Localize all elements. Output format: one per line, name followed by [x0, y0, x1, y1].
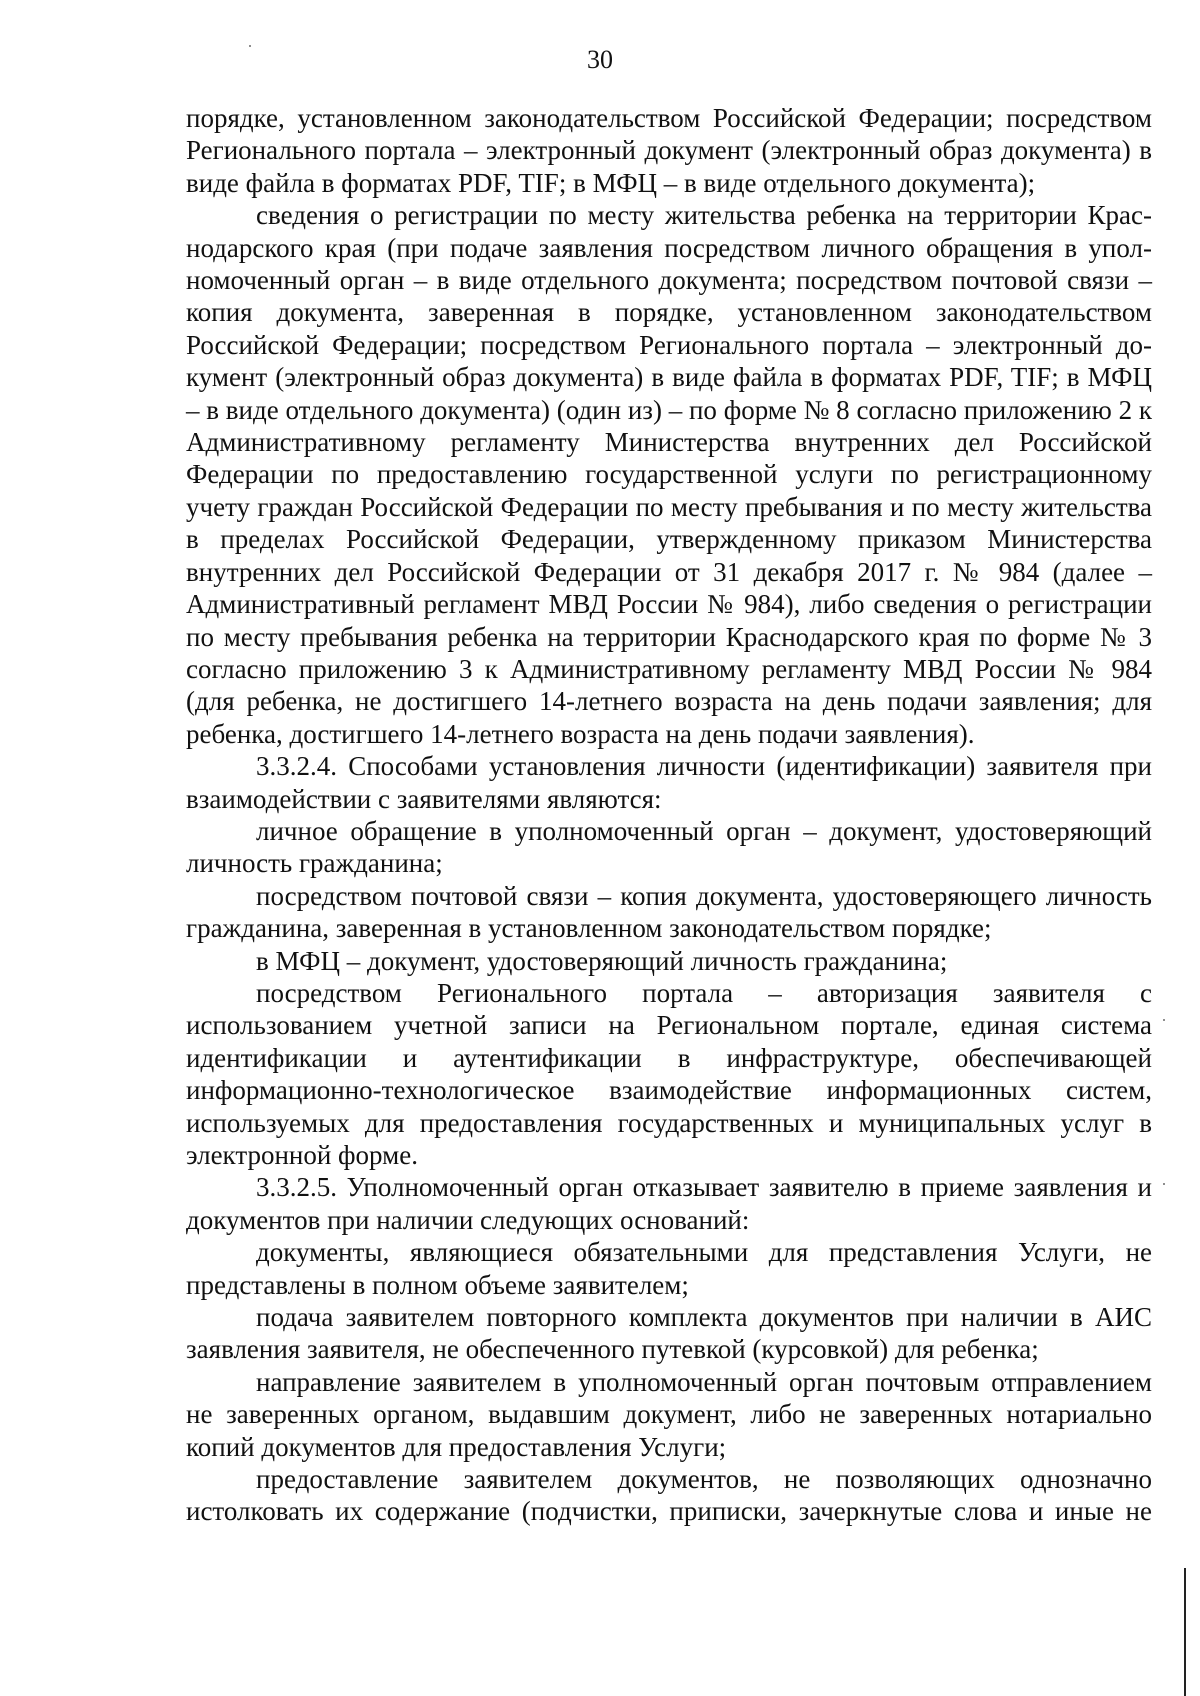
paragraph-ambiguous-documents: предоставление заявителем документов, не позволяющих однозначно истолковать их содержание (подчистки, приписки, зачеркнутые слова и иные не: [186, 1464, 1152, 1527]
scan-edge-mark: [1184, 1568, 1186, 1696]
paragraph-personal-appeal: личное обращение в уполномоченный орган – документ, удостоверяющий личность гражданина;: [186, 815, 1152, 879]
paragraph-uncertified-copies: направление заявителем в уполномоченный орган почтовым отправлением не заверенных органом, выдавшим документ, либо не заверенных нотариально копий документов для предоставления Услуги;: [186, 1366, 1152, 1462]
scan-speck: [1163, 1019, 1165, 1021]
scan-speck: [249, 45, 251, 47]
paragraph-registration-info: сведения о регистрации по месту жительства ребенка на территории Краснодарского края (при подаче заявления посредством личного обращения в уполномоченный орган – в виде отдельного документа; посредством почтовой связи – копия документа, заверенная в порядке, установленном законодательством Российской Федерации; посредством Регионального портала – электронный документ (электронный образ документа) в виде файла в форматах PDF, TIF; в МФЦ – в виде отдельного документа) (один из) – по форме № 8 согласно приложению 2 к Административному регламенту Министерства внутренних дел Российской Федерации по предоставлению государственной услуги по регистрационному учету граждан Российской Федерации по месту пребывания и по месту жительства в пределах Российской Федерации, утвержденному приказом Министерства внутренних дел Российской Федерации от 31 декабря 2017 г. № 984 (далее – Административный регламент МВД России № 984), либо сведения о регистрации по месту пребывания ребенка на территории Краснодарского края по форме № 3 согласно приложению 3 к Административному регламенту МВД России № 984 (для ребенка, не достигшего 14-летнего возраста на день подачи заявления; для ребенка, достигшего 14-летнего возраста на день подачи заявления).: [186, 200, 1152, 749]
paragraph-3-3-2-5: 3.3.2.5. Уполномоченный орган отказывает заявителю в приеме заявления и документов при наличии следующих оснований:: [186, 1172, 1152, 1235]
scan-speck: [1163, 1183, 1165, 1185]
document-body: [186, 102, 1152, 1528]
paragraph-continuation: порядке, установленном законодательством Российской Федерации; посредством Регионального портала – электронный документ (электронный образ документа) в виде файла в форматах PDF, TIF; в МФЦ – в виде отдельного документа);: [186, 103, 1152, 198]
paragraph-incomplete-documents: документы, являющиеся обязательными для представления Услуги, не представлены в полном объеме заявителем;: [186, 1237, 1152, 1300]
paragraph-3-3-2-4: 3.3.2.4. Способами установления личности (идентификации) заявителя при взаимодействии с заявителями являются:: [186, 751, 1152, 814]
paragraph-mfc: в МФЦ – документ, удостоверяющий личность гражданина;: [256, 945, 948, 976]
paragraph-repeated-set: подача заявителем повторного комплекта документов при наличии в АИС заявления заявителя, не обеспеченного путевкой (курсовкой) для ребенка;: [186, 1302, 1152, 1365]
paragraph-postal: посредством почтовой связи – копия документа, удостоверяющего личность гражданина, заверенная в установленном законодательством порядке;: [186, 880, 1152, 944]
page-number: 30: [587, 45, 613, 74]
paragraph-regional-portal: посредством Регионального портала – авторизация заявителя с использованием учетной записи на Региональном портале, единая система идентификации и аутентификации в инфраструктуре, обеспечивающей информационно-технологическое взаимодействие информационных систем, используемых для предоставления государственных и муниципальных услуг в электронной форме.: [186, 977, 1152, 1170]
